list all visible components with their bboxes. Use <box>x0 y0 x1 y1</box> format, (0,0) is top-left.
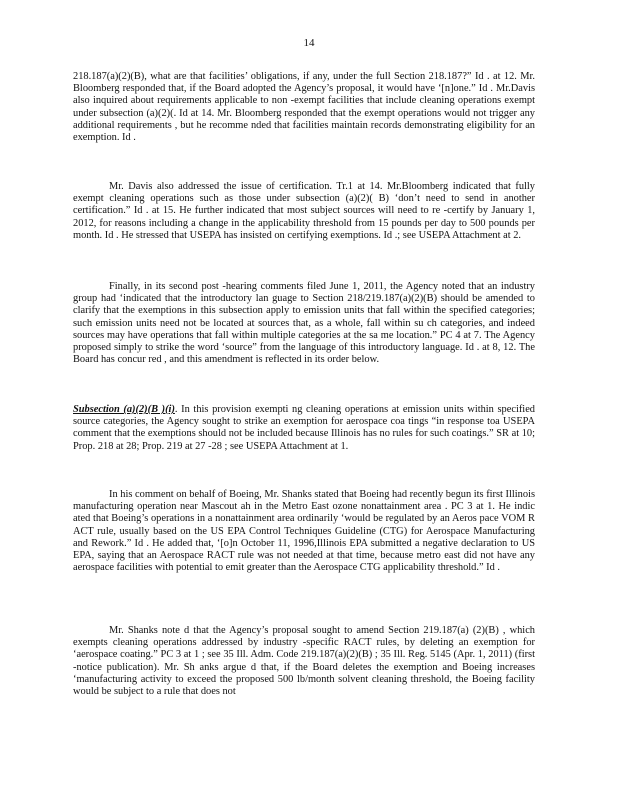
paragraph-2 <box>73 181 535 242</box>
paragraph-3-text: Finally, in its second post -hearing comments filed June 1, 2011, the Agency noted that an industry group had ‘indicated that the introductory lan guage to Section 218/219.187(a)(2)(B) should be amended to clarify that the exemptions in this subsection apply to emission units that fall within the specified categories; such emission units need not be located at sources that, as a whole, fall within su ch categories, and indeed sources may have operations that fall within multiple categories at the sa me location.” PC 4 at 7. The Agency proposed simply to strike the word ‘source” from the language of this introductory language. Id . at 8, 12. The Board has concur red , and this amendment is reflected in its order below. <box>73 281 535 366</box>
paragraph-3 <box>73 281 535 366</box>
paragraph-5 <box>73 489 535 574</box>
paragraph-4 <box>73 404 535 453</box>
paragraph-6-text: Mr. Shanks note d that the Agency’s proposal sought to amend Section 219.187(a) (2)(B) , which exempts cleaning operations addressed by industry -specific RACT rules, by deleting an exemption for ‘aerospace coating.” PC 3 at 1 ; see 35 Ill. Adm. Code 219.187(a)(2)(B) ; 35 Ill. Reg. 5145 (Apr. 1, 2011) (first -notice publication). Mr. Sh anks argue d that, if the Board deletes the exemption and Boeing increases ‘manufacturing activity to exceed the proposed 500 lb/month solvent cleaning threshold, the Boeing facility would be subject to a rule that does not <box>73 625 535 698</box>
paragraph-2-text: Mr. Davis also addressed the issue of certification. Tr.1 at 14. Mr.Bloomberg indicated that fully exempt cleaning operations such as those under subsection (a)(2)( B) ‘don’t need to send in another certification.” Id . at 15. He further indicated that most subject sources will need to re -certify by January 1, 2012, for reasons including a change in the applicability threshold from 15 pounds per day to 500 pounds per month. Id . He stressed that USEPA has insisted on certifying exemptions. Id .; see USEPA Attachment at 2. <box>73 181 535 241</box>
paragraph-1: 218.187(a)(2)(B), what are that facilities’ obligations, if any, under the full Section 218.187?” Id . at 12. Mr. Bloomberg responded that, if the Board adopted the Agency’s proposal, it would have ‘[n]one.” Id . Mr.Davis also inquired about requirements applicable to non -exempt facilities that include cleaning operations exempt under subsection (a)(2)(. Id at 14. Mr. Bloomberg responded that the exempt operations would not trigger any additional requirements , but he recomme nded that facilities maintain records demonstrating eligibility for an exemption. Id . <box>73 71 535 144</box>
paragraph-6 <box>73 625 535 698</box>
paragraph-4-text: . In this provision exempti ng cleaning operations at emission units within specified source categories, the Agency sought to strike an exemption for aerospace coa tings “in response toa USEPA comment that the exemptions should not be included because Illinois has no rules for such coatings.” SR at 10; Prop. 218 at 28; Prop. 219 at 27 -28 ; see USEPA Attachment at 1. <box>73 404 535 452</box>
page-number: 14 <box>303 37 315 49</box>
subsection-heading: Subsection (a)(2)(B )(i) <box>73 404 175 415</box>
paragraph-5-text: In his comment on behalf of Boeing, Mr. Shanks stated that Boeing had recently begun its first Illinois manufacturing operation near Mascout ah in the Metro East ozone nonattainment area . PC 3 at 1. He indic ated that Boeing’s operations in a nonattainment area ordinarily ‘would be regulated by an Aeros pace VOM R ACT rule, usually based on the US EPA Control Techniques Guideline (CTG) for Aerospace Manufacturing and Rework.” Id . He added that, ‘[o]n October 11, 1996,Illinois EPA submitted a negative declaration to US EPA, saying that an Aerospace RACT rule was not needed at that time, because metro east did not have any aerospace facilities with potential to emit greater than the Aerospace CTG applicability threshold.” Id . <box>73 489 535 574</box>
